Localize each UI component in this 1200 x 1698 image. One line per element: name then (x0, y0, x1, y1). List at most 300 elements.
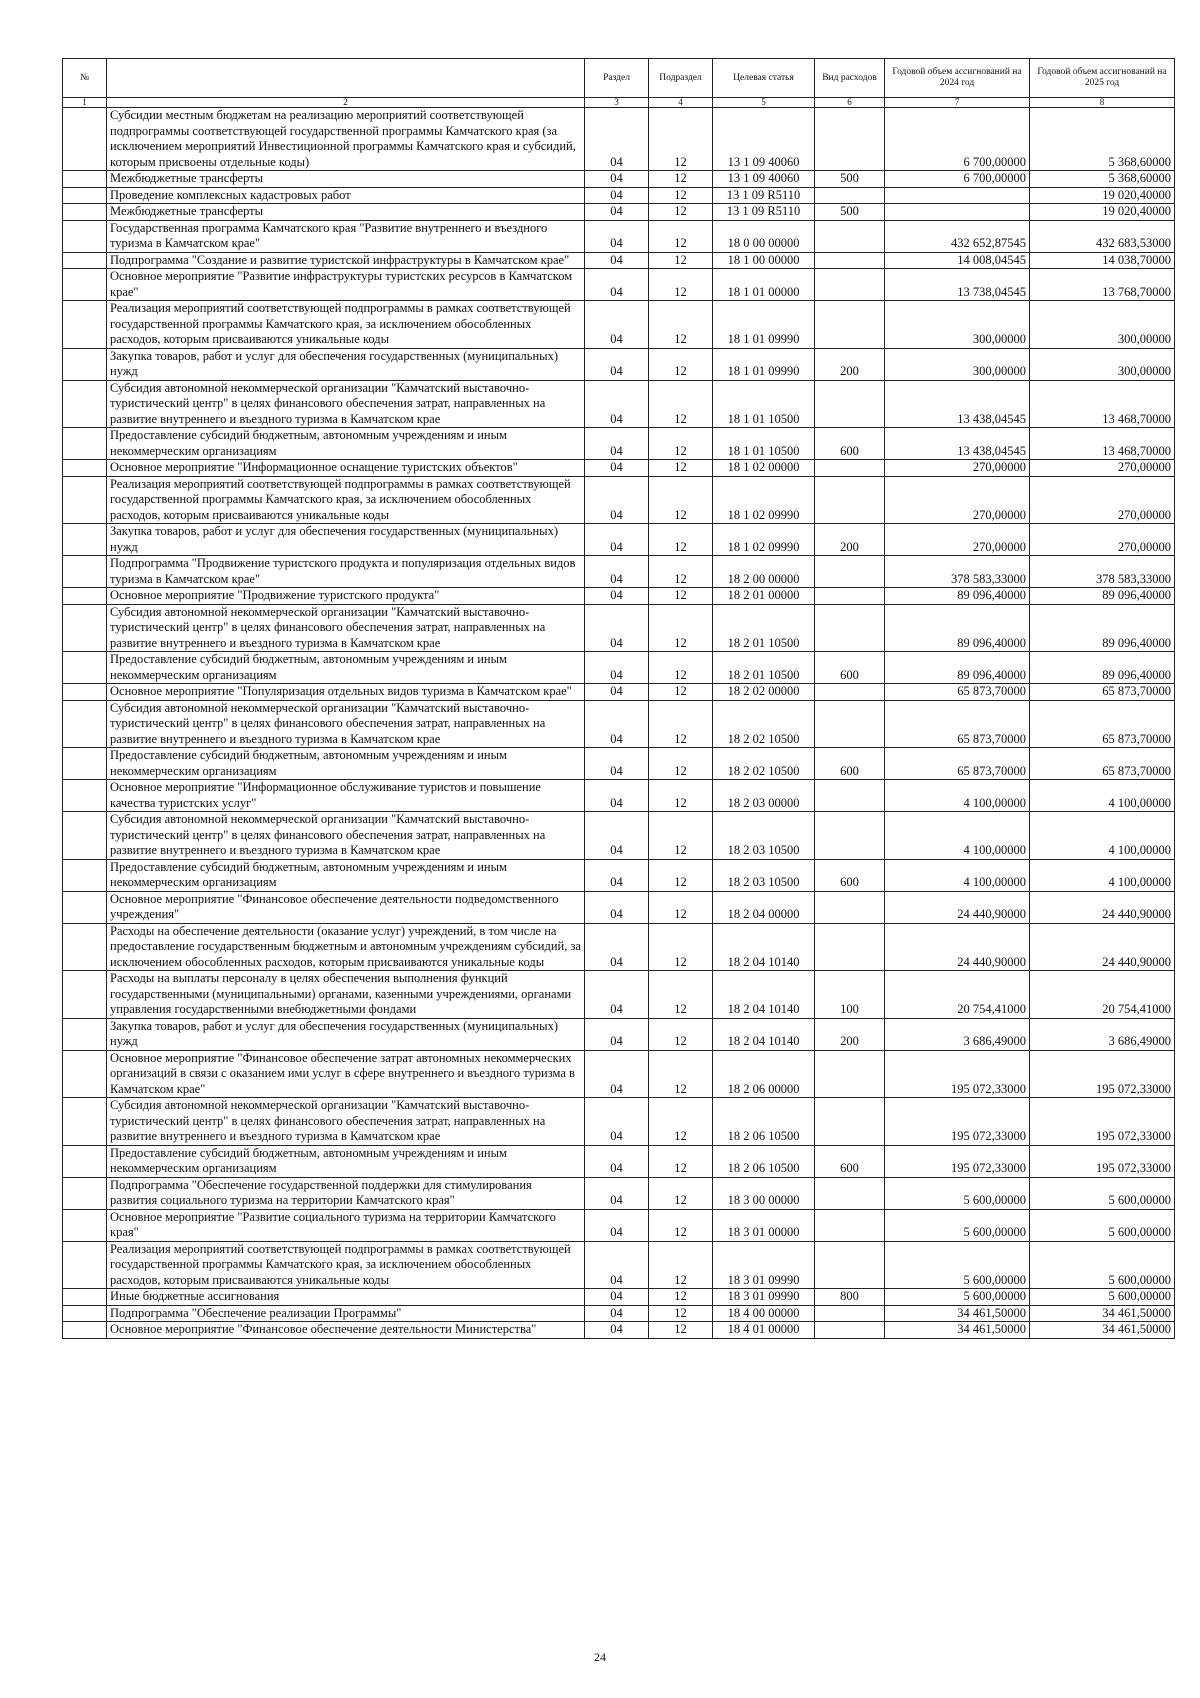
target-code-cell: 18 2 03 10500 (713, 812, 815, 860)
amount-2024-cell: 13 438,04545 (885, 428, 1030, 460)
expense-type-cell (815, 476, 885, 524)
table-row (63, 171, 1175, 188)
expense-type-cell (815, 604, 885, 652)
table-row (63, 812, 1175, 860)
column-number: 1 (63, 98, 107, 108)
item-name-cell: Субсидии местным бюджетам на реализацию мероприятий соответствующей подпрограммы соответствующей государственной программы Камчатского края (за исключением мероприятий Инвестиционной программы Камчатского края и субсидий, которым присвоены отдельные коды) (107, 108, 585, 171)
item-name-cell: Предоставление субсидий бюджетным, автономным учреждениям и иным некоммерческим организациям (107, 859, 585, 891)
amount-2024-cell: 195 072,33000 (885, 1098, 1030, 1146)
table-row (63, 1177, 1175, 1209)
subsection-cell: 12 (649, 684, 713, 701)
header-subsection: Подраздел (649, 59, 713, 98)
expense-type-cell: 100 (815, 971, 885, 1019)
section-cell: 04 (585, 652, 649, 684)
amount-2024-cell: 270,00000 (885, 460, 1030, 477)
amount-2024-cell: 4 100,00000 (885, 812, 1030, 860)
header-no: № (63, 59, 107, 98)
table-row (63, 1098, 1175, 1146)
row-number-cell (63, 476, 107, 524)
row-number-cell (63, 891, 107, 923)
section-cell: 04 (585, 700, 649, 748)
row-number-cell (63, 171, 107, 188)
subsection-cell: 12 (649, 460, 713, 477)
item-name-cell: Основное мероприятие "Финансовое обеспечение деятельности подведомственного учреждения" (107, 891, 585, 923)
target-code-cell: 18 2 06 10500 (713, 1145, 815, 1177)
subsection-cell: 12 (649, 348, 713, 380)
target-code-cell: 18 3 01 09990 (713, 1289, 815, 1306)
amount-2024-cell: 378 583,33000 (885, 556, 1030, 588)
expense-type-cell (815, 1050, 885, 1098)
item-name-cell: Реализация мероприятий соответствующей подпрограммы в рамках соответствующей государственной программы Камчатского края, за исключением обособленных расходов, которым присваиваются уникальные коды (107, 1241, 585, 1289)
amount-2024-cell: 13 738,04545 (885, 269, 1030, 301)
expense-type-cell (815, 1209, 885, 1241)
amount-2025-cell: 195 072,33000 (1030, 1098, 1175, 1146)
section-cell: 04 (585, 380, 649, 428)
target-code-cell: 18 2 03 10500 (713, 859, 815, 891)
amount-2024-cell: 65 873,70000 (885, 748, 1030, 780)
target-code-cell: 18 1 01 10500 (713, 380, 815, 428)
expense-type-cell (815, 1098, 885, 1146)
expense-type-cell (815, 380, 885, 428)
amount-2024-cell: 13 438,04545 (885, 380, 1030, 428)
amount-2025-cell: 5 600,00000 (1030, 1289, 1175, 1306)
subsection-cell: 12 (649, 748, 713, 780)
expense-type-cell: 600 (815, 652, 885, 684)
expense-type-cell: 600 (815, 748, 885, 780)
amount-2024-cell: 89 096,40000 (885, 588, 1030, 605)
row-number-cell (63, 428, 107, 460)
amount-2025-cell: 4 100,00000 (1030, 780, 1175, 812)
amount-2024-cell (885, 187, 1030, 204)
section-cell: 04 (585, 108, 649, 171)
amount-2025-cell: 34 461,50000 (1030, 1305, 1175, 1322)
target-code-cell: 18 1 01 09990 (713, 348, 815, 380)
item-name-cell: Основное мероприятие "Продвижение туристского продукта" (107, 588, 585, 605)
table-row (63, 524, 1175, 556)
amount-2025-cell: 5 368,60000 (1030, 171, 1175, 188)
amount-2025-cell: 19 020,40000 (1030, 187, 1175, 204)
item-name-cell: Закупка товаров, работ и услуг для обеспечения государственных (муниципальных) нужд (107, 524, 585, 556)
section-cell: 04 (585, 269, 649, 301)
table-row (63, 1241, 1175, 1289)
target-code-cell: 18 2 01 10500 (713, 604, 815, 652)
amount-2024-cell: 6 700,00000 (885, 171, 1030, 188)
section-cell: 04 (585, 204, 649, 221)
section-cell: 04 (585, 891, 649, 923)
subsection-cell: 12 (649, 1098, 713, 1146)
item-name-cell: Закупка товаров, работ и услуг для обеспечения государственных (муниципальных) нужд (107, 348, 585, 380)
section-cell: 04 (585, 556, 649, 588)
item-name-cell: Субсидия автономной некоммерческой организации "Камчатский выставочно-туристический центр" в целях финансового обеспечения затрат, направленных на развитие внутреннего и въездного туризма в Камчатском крае (107, 1098, 585, 1146)
row-number-cell (63, 1305, 107, 1322)
item-name-cell: Субсидия автономной некоммерческой организации "Камчатский выставочно-туристический центр" в целях финансового обеспечения затрат, направленных на развитие внутреннего и въездного туризма в Камчатском крае (107, 700, 585, 748)
amount-2024-cell: 14 008,04545 (885, 252, 1030, 269)
row-number-cell (63, 1177, 107, 1209)
subsection-cell: 12 (649, 780, 713, 812)
section-cell: 04 (585, 748, 649, 780)
target-code-cell: 18 1 01 10500 (713, 428, 815, 460)
section-cell: 04 (585, 348, 649, 380)
table-row (63, 971, 1175, 1019)
amount-2024-cell: 195 072,33000 (885, 1050, 1030, 1098)
table-row (63, 220, 1175, 252)
target-code-cell: 18 4 00 00000 (713, 1305, 815, 1322)
expense-type-cell (815, 460, 885, 477)
amount-2024-cell: 89 096,40000 (885, 652, 1030, 684)
subsection-cell: 12 (649, 700, 713, 748)
section-cell: 04 (585, 428, 649, 460)
amount-2024-cell: 20 754,41000 (885, 971, 1030, 1019)
item-name-cell: Субсидия автономной некоммерческой организации "Камчатский выставочно-туристический центр" в целях финансового обеспечения затрат, направленных на развитие внутреннего и въездного туризма в Камчатском крае (107, 604, 585, 652)
table-row (63, 684, 1175, 701)
table-row (63, 652, 1175, 684)
amount-2025-cell: 20 754,41000 (1030, 971, 1175, 1019)
expense-type-cell: 500 (815, 171, 885, 188)
item-name-cell: Предоставление субсидий бюджетным, автономным учреждениям и иным некоммерческим организациям (107, 652, 585, 684)
row-number-cell (63, 1050, 107, 1098)
target-code-cell: 18 2 04 10140 (713, 971, 815, 1019)
subsection-cell: 12 (649, 301, 713, 349)
table-row (63, 460, 1175, 477)
row-number-cell (63, 604, 107, 652)
amount-2025-cell: 378 583,33000 (1030, 556, 1175, 588)
header-vol-2024: Годовой объем ассигнований на 2024 год (885, 59, 1030, 98)
expense-type-cell (815, 269, 885, 301)
target-code-cell: 18 2 02 00000 (713, 684, 815, 701)
amount-2025-cell: 89 096,40000 (1030, 652, 1175, 684)
amount-2024-cell: 65 873,70000 (885, 684, 1030, 701)
subsection-cell: 12 (649, 171, 713, 188)
row-number-cell (63, 652, 107, 684)
amount-2024-cell: 6 700,00000 (885, 108, 1030, 171)
row-number-cell (63, 1289, 107, 1306)
amount-2025-cell: 300,00000 (1030, 348, 1175, 380)
expense-type-cell (815, 1305, 885, 1322)
target-code-cell: 18 2 04 00000 (713, 891, 815, 923)
amount-2025-cell: 13 468,70000 (1030, 428, 1175, 460)
item-name-cell: Основное мероприятие "Информационное оснащение туристских объектов" (107, 460, 585, 477)
amount-2025-cell: 3 686,49000 (1030, 1018, 1175, 1050)
subsection-cell: 12 (649, 476, 713, 524)
amount-2024-cell: 195 072,33000 (885, 1145, 1030, 1177)
section-cell: 04 (585, 859, 649, 891)
expense-type-cell (815, 812, 885, 860)
item-name-cell: Расходы на выплаты персоналу в целях обеспечения выполнения функций государственными (муниципальными) органами, казенными учреждениями, органами управления государственными внебюджетными фондами (107, 971, 585, 1019)
expense-type-cell (815, 187, 885, 204)
row-number-cell (63, 524, 107, 556)
section-cell: 04 (585, 171, 649, 188)
subsection-cell: 12 (649, 108, 713, 171)
section-cell: 04 (585, 1289, 649, 1306)
column-number-row (63, 98, 1175, 108)
amount-2025-cell: 5 368,60000 (1030, 108, 1175, 171)
item-name-cell: Межбюджетные трансферты (107, 171, 585, 188)
table-body (63, 108, 1175, 1339)
section-cell: 04 (585, 187, 649, 204)
target-code-cell: 18 2 06 00000 (713, 1050, 815, 1098)
row-number-cell (63, 301, 107, 349)
amount-2025-cell: 19 020,40000 (1030, 204, 1175, 221)
expense-type-cell (815, 588, 885, 605)
subsection-cell: 12 (649, 252, 713, 269)
row-number-cell (63, 748, 107, 780)
subsection-cell: 12 (649, 1050, 713, 1098)
section-cell: 04 (585, 1177, 649, 1209)
amount-2025-cell: 195 072,33000 (1030, 1050, 1175, 1098)
subsection-cell: 12 (649, 187, 713, 204)
item-name-cell: Подпрограмма "Создание и развитие туристской инфраструктуры в Камчатском крае" (107, 252, 585, 269)
item-name-cell: Предоставление субсидий бюджетным, автономным учреждениям и иным некоммерческим организациям (107, 748, 585, 780)
amount-2024-cell: 270,00000 (885, 524, 1030, 556)
amount-2025-cell: 195 072,33000 (1030, 1145, 1175, 1177)
table-row (63, 380, 1175, 428)
column-number: 4 (649, 98, 713, 108)
expense-type-cell (815, 556, 885, 588)
amount-2025-cell: 89 096,40000 (1030, 604, 1175, 652)
amount-2025-cell: 5 600,00000 (1030, 1177, 1175, 1209)
section-cell: 04 (585, 252, 649, 269)
item-name-cell: Основное мероприятие "Финансовое обеспечение затрат автономных некоммерческих организаций в связи с оказанием ими услуг в сфере внутреннего и въездного туризма в Камчатском крае" (107, 1050, 585, 1098)
section-cell: 04 (585, 220, 649, 252)
table-row (63, 891, 1175, 923)
expense-type-cell (815, 1241, 885, 1289)
amount-2024-cell: 34 461,50000 (885, 1322, 1030, 1339)
expense-type-cell (815, 252, 885, 269)
row-number-cell (63, 108, 107, 171)
amount-2025-cell: 65 873,70000 (1030, 748, 1175, 780)
column-number: 7 (885, 98, 1030, 108)
amount-2025-cell: 65 873,70000 (1030, 684, 1175, 701)
header-section: Раздел (585, 59, 649, 98)
section-cell: 04 (585, 1305, 649, 1322)
target-code-cell: 18 3 00 00000 (713, 1177, 815, 1209)
subsection-cell: 12 (649, 971, 713, 1019)
section-cell: 04 (585, 1145, 649, 1177)
target-code-cell: 18 2 00 00000 (713, 556, 815, 588)
table-row (63, 108, 1175, 171)
table-row (63, 859, 1175, 891)
item-name-cell: Расходы на обеспечение деятельности (оказание услуг) учреждений, в том числе на предоставление государственным бюджетным и автономным учреждениям субсидий, за исключением обособленных расходов, которым присваиваются уникальные коды (107, 923, 585, 971)
row-number-cell (63, 380, 107, 428)
target-code-cell: 18 1 02 00000 (713, 460, 815, 477)
target-code-cell: 18 2 03 00000 (713, 780, 815, 812)
expense-type-cell: 200 (815, 348, 885, 380)
section-cell: 04 (585, 1241, 649, 1289)
item-name-cell: Основное мероприятие "Финансовое обеспечение деятельности Министерства" (107, 1322, 585, 1339)
table-row (63, 556, 1175, 588)
amount-2024-cell: 5 600,00000 (885, 1241, 1030, 1289)
row-number-cell (63, 780, 107, 812)
item-name-cell: Реализация мероприятий соответствующей подпрограммы в рамках соответствующей государственной программы Камчатского края, за исключением обособленных расходов, которым присваиваются уникальные коды (107, 476, 585, 524)
row-number-cell (63, 556, 107, 588)
amount-2024-cell: 24 440,90000 (885, 923, 1030, 971)
amount-2025-cell: 89 096,40000 (1030, 588, 1175, 605)
target-code-cell: 18 2 02 10500 (713, 748, 815, 780)
section-cell: 04 (585, 1209, 649, 1241)
item-name-cell: Субсидия автономной некоммерческой организации "Камчатский выставочно-туристический центр" в целях финансового обеспечения затрат, направленных на развитие внутреннего и въездного туризма в Камчатском крае (107, 380, 585, 428)
expense-type-cell (815, 923, 885, 971)
row-number-cell (63, 1098, 107, 1146)
expense-type-cell: 500 (815, 204, 885, 221)
row-number-cell (63, 1145, 107, 1177)
subsection-cell: 12 (649, 1305, 713, 1322)
target-code-cell: 13 1 09 R5110 (713, 204, 815, 221)
row-number-cell (63, 859, 107, 891)
table-row (63, 748, 1175, 780)
item-name-cell: Закупка товаров, работ и услуг для обеспечения государственных (муниципальных) нужд (107, 1018, 585, 1050)
table-row (63, 269, 1175, 301)
table-row (63, 700, 1175, 748)
target-code-cell: 18 0 00 00000 (713, 220, 815, 252)
subsection-cell: 12 (649, 220, 713, 252)
header-target: Целевая статья (713, 59, 815, 98)
row-number-cell (63, 1241, 107, 1289)
subsection-cell: 12 (649, 588, 713, 605)
amount-2024-cell: 432 652,87545 (885, 220, 1030, 252)
section-cell: 04 (585, 1322, 649, 1339)
amount-2024-cell: 5 600,00000 (885, 1177, 1030, 1209)
subsection-cell: 12 (649, 891, 713, 923)
table-row (63, 923, 1175, 971)
amount-2024-cell: 24 440,90000 (885, 891, 1030, 923)
amount-2024-cell: 3 686,49000 (885, 1018, 1030, 1050)
section-cell: 04 (585, 588, 649, 605)
amount-2025-cell: 13 768,70000 (1030, 269, 1175, 301)
subsection-cell: 12 (649, 556, 713, 588)
target-code-cell: 18 1 00 00000 (713, 252, 815, 269)
item-name-cell: Предоставление субсидий бюджетным, автономным учреждениям и иным некоммерческим организациям (107, 1145, 585, 1177)
column-number: 8 (1030, 98, 1175, 108)
section-cell: 04 (585, 1018, 649, 1050)
table-row (63, 476, 1175, 524)
subsection-cell: 12 (649, 380, 713, 428)
subsection-cell: 12 (649, 812, 713, 860)
section-cell: 04 (585, 971, 649, 1019)
section-cell: 04 (585, 684, 649, 701)
section-cell: 04 (585, 812, 649, 860)
subsection-cell: 12 (649, 859, 713, 891)
target-code-cell: 18 1 02 09990 (713, 476, 815, 524)
item-name-cell: Подпрограмма "Обеспечение реализации Программы" (107, 1305, 585, 1322)
amount-2025-cell: 4 100,00000 (1030, 812, 1175, 860)
amount-2025-cell: 270,00000 (1030, 476, 1175, 524)
amount-2025-cell: 65 873,70000 (1030, 700, 1175, 748)
amount-2025-cell: 14 038,70000 (1030, 252, 1175, 269)
item-name-cell: Государственная программа Камчатского края "Развитие внутреннего и въездного туризма в Камчатском крае" (107, 220, 585, 252)
amount-2025-cell: 34 461,50000 (1030, 1322, 1175, 1339)
target-code-cell: 18 3 01 09990 (713, 1241, 815, 1289)
row-number-cell (63, 700, 107, 748)
amount-2024-cell: 300,00000 (885, 301, 1030, 349)
page-number: 24 (594, 1650, 606, 1664)
amount-2025-cell: 24 440,90000 (1030, 923, 1175, 971)
table-row (63, 348, 1175, 380)
table-row (63, 1018, 1175, 1050)
subsection-cell: 12 (649, 269, 713, 301)
subsection-cell: 12 (649, 1289, 713, 1306)
target-code-cell: 18 2 01 10500 (713, 652, 815, 684)
item-name-cell: Субсидия автономной некоммерческой организации "Камчатский выставочно-туристический центр" в целях финансового обеспечения затрат, направленных на развитие внутреннего и въездного туризма в Камчатском крае (107, 812, 585, 860)
section-cell: 04 (585, 476, 649, 524)
expense-type-cell (815, 301, 885, 349)
amount-2025-cell: 24 440,90000 (1030, 891, 1175, 923)
section-cell: 04 (585, 780, 649, 812)
column-number: 2 (107, 98, 585, 108)
subsection-cell: 12 (649, 1018, 713, 1050)
target-code-cell: 18 1 02 09990 (713, 524, 815, 556)
item-name-cell: Проведение комплексных кадастровых работ (107, 187, 585, 204)
row-number-cell (63, 187, 107, 204)
item-name-cell: Предоставление субсидий бюджетным, автономным учреждениям и иным некоммерческим организациям (107, 428, 585, 460)
amount-2024-cell: 65 873,70000 (885, 700, 1030, 748)
subsection-cell: 12 (649, 524, 713, 556)
table-row (63, 1145, 1175, 1177)
column-number: 3 (585, 98, 649, 108)
subsection-cell: 12 (649, 652, 713, 684)
subsection-cell: 12 (649, 604, 713, 652)
column-number: 6 (815, 98, 885, 108)
row-number-cell (63, 1209, 107, 1241)
amount-2024-cell: 89 096,40000 (885, 604, 1030, 652)
target-code-cell: 18 2 02 10500 (713, 700, 815, 748)
table-row (63, 187, 1175, 204)
item-name-cell: Иные бюджетные ассигнования (107, 1289, 585, 1306)
row-number-cell (63, 460, 107, 477)
budget-sheet (62, 58, 1174, 1339)
expense-type-cell (815, 1177, 885, 1209)
expense-type-cell (815, 1322, 885, 1339)
header-expense-type: Вид расходов (815, 59, 885, 98)
target-code-cell: 18 2 06 10500 (713, 1098, 815, 1146)
target-code-cell: 18 1 01 09990 (713, 301, 815, 349)
row-number-cell (63, 971, 107, 1019)
expense-type-cell: 200 (815, 524, 885, 556)
amount-2024-cell: 34 461,50000 (885, 1305, 1030, 1322)
target-code-cell: 18 2 04 10140 (713, 1018, 815, 1050)
table-row (63, 780, 1175, 812)
expense-type-cell (815, 891, 885, 923)
subsection-cell: 12 (649, 1145, 713, 1177)
row-number-cell (63, 252, 107, 269)
amount-2024-cell (885, 204, 1030, 221)
item-name-cell: Межбюджетные трансферты (107, 204, 585, 221)
section-cell: 04 (585, 524, 649, 556)
expense-type-cell: 200 (815, 1018, 885, 1050)
amount-2025-cell: 5 600,00000 (1030, 1209, 1175, 1241)
subsection-cell: 12 (649, 1209, 713, 1241)
target-code-cell: 18 2 01 00000 (713, 588, 815, 605)
table-row (63, 1289, 1175, 1306)
row-number-cell (63, 220, 107, 252)
section-cell: 04 (585, 923, 649, 971)
row-number-cell (63, 269, 107, 301)
item-name-cell: Основное мероприятие "Развитие социального туризма на территории Камчатского края" (107, 1209, 585, 1241)
item-name-cell: Основное мероприятие "Развитие инфраструктуры туристских ресурсов в Камчатском крае" (107, 269, 585, 301)
amount-2024-cell: 4 100,00000 (885, 859, 1030, 891)
subsection-cell: 12 (649, 1177, 713, 1209)
table-row (63, 301, 1175, 349)
amount-2025-cell: 270,00000 (1030, 524, 1175, 556)
target-code-cell: 13 1 09 40060 (713, 108, 815, 171)
amount-2025-cell: 270,00000 (1030, 460, 1175, 477)
row-number-cell (63, 588, 107, 605)
row-number-cell (63, 684, 107, 701)
amount-2025-cell: 300,00000 (1030, 301, 1175, 349)
budget-table (62, 58, 1175, 1339)
target-code-cell: 18 1 01 00000 (713, 269, 815, 301)
table-row (63, 252, 1175, 269)
table-row (63, 588, 1175, 605)
